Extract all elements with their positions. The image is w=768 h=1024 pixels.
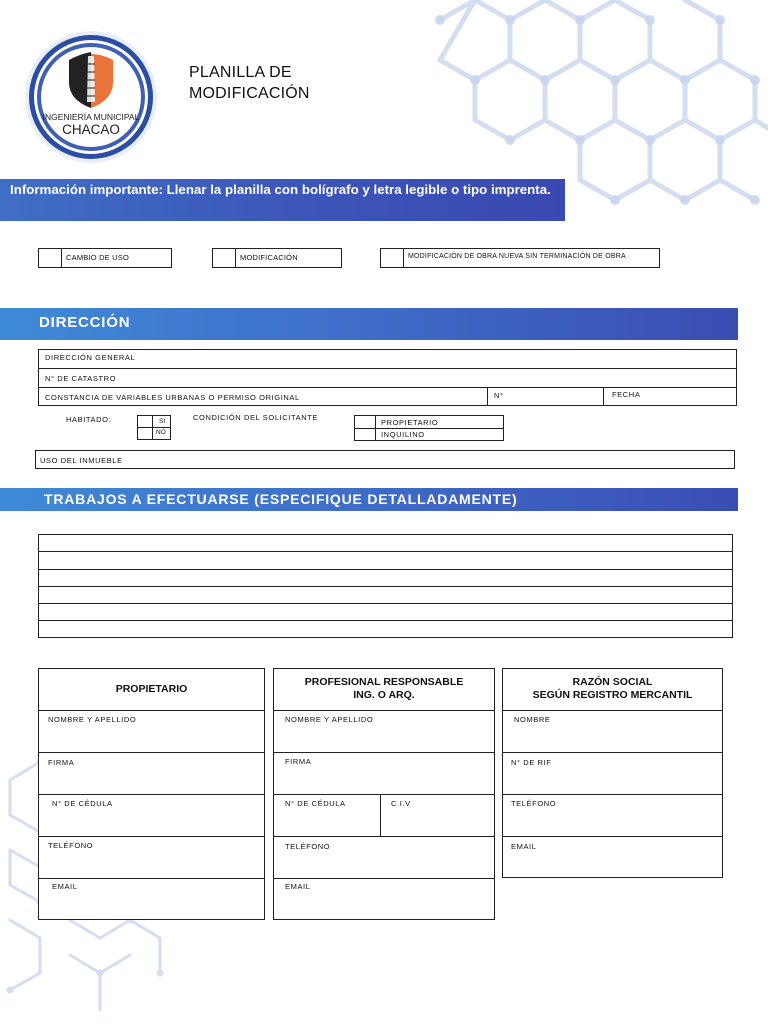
field-label: EMAIL <box>511 842 537 851</box>
line <box>39 569 732 570</box>
field-constancia[interactable] <box>38 387 737 406</box>
option-modificacion-obra-nueva[interactable] <box>380 248 660 268</box>
profesional-heading-line1: PROFESIONAL RESPONSABLE <box>304 676 464 688</box>
field-label: EMAIL <box>52 882 78 891</box>
field-prop-nombre[interactable] <box>38 710 265 753</box>
option-label: MODIFICACIÓN <box>240 253 298 262</box>
condicion-label: CONDICIÓN DEL SOLICITANTE <box>193 413 319 422</box>
razon-social-header <box>502 668 723 711</box>
profesional-block <box>273 668 495 920</box>
field-catastro[interactable] <box>38 368 737 388</box>
field-prop-cedula[interactable] <box>38 794 265 837</box>
checkbox-modificacion[interactable] <box>213 249 236 267</box>
divider <box>487 388 488 405</box>
field-prop-email[interactable] <box>38 878 265 920</box>
field-label: TELÉFONO <box>48 841 94 850</box>
title-line1: PLANILLA DE <box>189 64 292 81</box>
field-prof-cedula[interactable] <box>273 794 381 837</box>
habitado-label: HABITADO: <box>66 415 112 424</box>
option-label: CAMBIO DE USO <box>66 253 130 262</box>
field-label: NOMBRE <box>514 715 551 724</box>
checkbox-no[interactable] <box>138 427 153 439</box>
propietario-header <box>38 668 265 711</box>
section-trabajos-heading: TRABAJOS A EFECTUARSE (ESPECIFIQUE DETALLADAMENTE) <box>0 488 738 511</box>
option-modificacion[interactable] <box>212 248 342 268</box>
field-rs-nombre[interactable] <box>502 710 723 753</box>
field-label: FIRMA <box>48 758 75 767</box>
no-label: NO <box>156 429 166 436</box>
field-label: C.I.V <box>391 799 411 808</box>
razon-social-heading-line1: RAZÓN SOCIAL <box>572 676 653 688</box>
razon-social-heading-line2: SEGÚN REGISTRO MERCANTIL <box>532 689 693 701</box>
field-label-fecha: FECHA <box>612 390 641 399</box>
divider <box>603 388 604 405</box>
field-rs-rif[interactable] <box>502 752 723 795</box>
propietario-heading: PROPIETARIO <box>115 683 188 695</box>
logo-line1: INGENIERÍA MUNICIPAL <box>42 112 140 122</box>
propietario-block <box>38 668 265 920</box>
line <box>39 620 732 621</box>
field-rs-email[interactable] <box>502 836 723 878</box>
profesional-heading-line2: ING. O ARQ. <box>353 689 415 701</box>
field-label: TELÉFONO <box>285 842 331 851</box>
field-label: TELÉFONO <box>511 799 557 808</box>
field-label: USO DEL INMUEBLE <box>40 456 123 465</box>
field-prop-telefono[interactable] <box>38 836 265 879</box>
field-prof-telefono[interactable] <box>273 836 495 879</box>
trabajos-lines[interactable] <box>38 534 733 638</box>
option-label: MODIFICACIÓN DE OBRA NUEVA SIN TERMINACIÓN DE OBRA <box>408 253 626 260</box>
si-label: SI <box>159 418 166 425</box>
checkbox-modificacion-obra-nueva[interactable] <box>381 249 404 267</box>
razon-social-heading <box>503 676 722 702</box>
field-label: N° DE CATASTRO <box>45 374 117 383</box>
profesional-heading <box>274 676 494 702</box>
field-label: CONSTANCIA DE VARIABLES URBANAS O PERMISO ORIGINAL <box>45 393 300 402</box>
field-label: N° DE CÉDULA <box>285 799 346 808</box>
habitado-options <box>137 415 171 440</box>
field-label-numero: N° <box>494 391 504 400</box>
field-prof-civ[interactable] <box>380 794 495 837</box>
line <box>39 603 732 604</box>
condicion-options <box>354 415 504 441</box>
field-prof-email[interactable] <box>273 878 495 920</box>
field-direccion-general[interactable] <box>38 349 737 369</box>
propietario-option-label: PROPIETARIO <box>381 418 439 427</box>
inquilino-option-label: INQUILINO <box>381 430 425 439</box>
field-label: N° DE RIF <box>511 758 552 767</box>
field-uso-inmueble[interactable] <box>35 450 735 469</box>
municipal-logo <box>22 30 160 164</box>
option-cambio-de-uso[interactable] <box>38 248 172 268</box>
field-label: DIRECCIÓN GENERAL <box>45 353 136 362</box>
field-prof-nombre[interactable] <box>273 710 495 753</box>
profesional-header <box>273 668 495 711</box>
field-label: FIRMA <box>285 757 312 766</box>
logo-line2: CHACAO <box>62 122 120 137</box>
checkbox-cambio-de-uso[interactable] <box>39 249 62 267</box>
field-label: N° DE CÉDULA <box>52 799 113 808</box>
field-label: NOMBRE Y APELLIDO <box>285 715 374 724</box>
page-title <box>189 62 409 104</box>
notice-banner: Información importante: Llenar la planilla con bolígrafo y letra legible o tipo imprenta. <box>0 179 565 221</box>
line <box>39 586 732 587</box>
field-rs-telefono[interactable] <box>502 794 723 837</box>
field-label: EMAIL <box>285 882 311 891</box>
checkbox-inquilino[interactable] <box>355 428 376 440</box>
field-prop-firma[interactable] <box>38 752 265 795</box>
field-prof-firma[interactable] <box>273 752 495 795</box>
section-direccion-heading: DIRECCIÓN <box>0 308 738 340</box>
razon-social-block <box>502 668 723 878</box>
line <box>39 551 732 552</box>
title-line2: MODIFICACIÓN <box>189 85 310 102</box>
field-label: NOMBRE Y APELLIDO <box>48 715 137 724</box>
